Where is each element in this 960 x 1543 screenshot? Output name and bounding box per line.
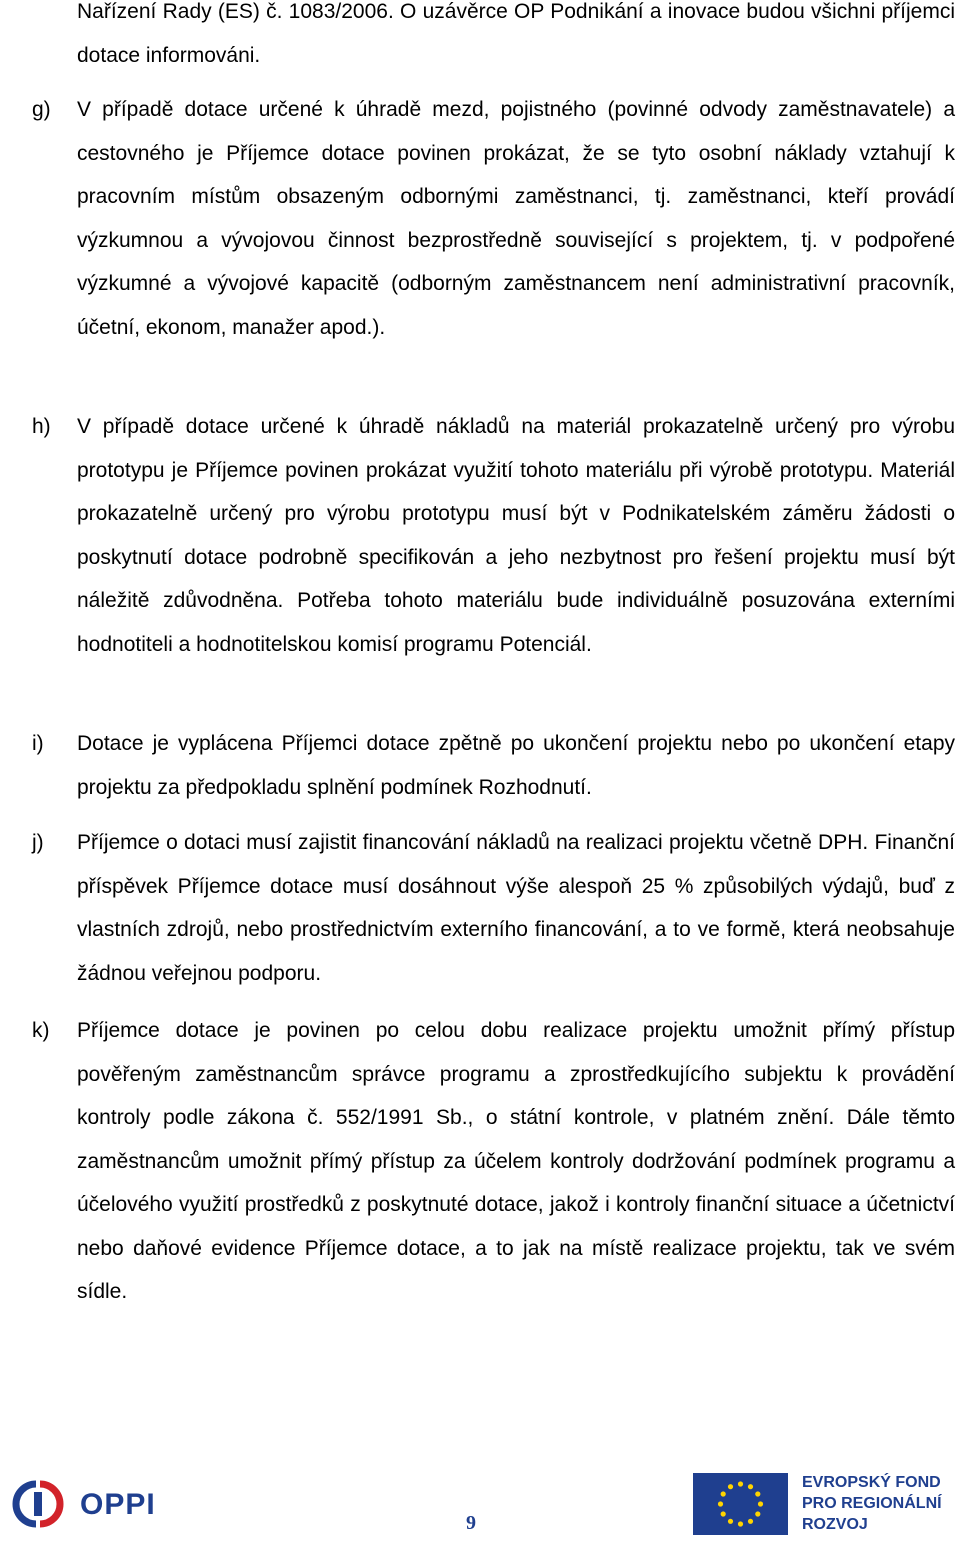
page-number: 9 bbox=[466, 1512, 476, 1534]
list-item-letter: g) bbox=[32, 98, 51, 121]
eu-fund-logo-text bbox=[802, 1472, 960, 1535]
list-item-letter: h) bbox=[32, 415, 51, 438]
list-item-letter: k) bbox=[32, 1019, 50, 1042]
continuation-paragraph: Nařízení Rady (ES) č. 1083/2006. O uzávěrce OP Podnikání a inovace budou všichni příjemci dotace informováni. bbox=[77, 0, 955, 67]
oppi-logo bbox=[10, 1478, 180, 1530]
list-item-j bbox=[32, 821, 955, 995]
oppi-emblem-icon bbox=[10, 1478, 66, 1530]
eu-fund-line-2: PRO REGIONÁLNÍ bbox=[802, 1495, 942, 1512]
page-footer bbox=[0, 1460, 960, 1543]
list-item-i bbox=[32, 722, 955, 809]
list-item-g bbox=[32, 88, 955, 349]
eu-flag-icon bbox=[693, 1473, 788, 1535]
list-item-text: Příjemce dotace je povinen po celou dobu realizace projektu umožnit přímý přístup pověřeným zaměstnancům správce programu a zprostředkujícího subjektu k provádění kontroly podle zákona č. 552/1991 Sb., o státní kontrole, v platném znění. Dále těmto zaměstnancům umožnit přímý přístup za účelem kontroly dodržování podmínek programu a účelového využití prostředků z poskytnuté dotace, jakož i kontroly finanční situace a účetnictví nebo daňové evidence Příjemce dotace, a to jak na místě realizace projektu, tak ve svém sídle. bbox=[77, 1019, 955, 1303]
eu-fund-line-3: ROZVOJ bbox=[802, 1516, 868, 1533]
list-item-text: Příjemce o dotaci musí zajistit financování nákladů na realizaci projektu včetně DPH. Finanční příspěvek Příjemce dotace musí dosáhnout výše alespoň 25 % způsobilých výdajů, buď z vlastních zdrojů, nebo prostřednictvím externího financování, a to ve formě, která neobsahuje žádnou veřejnou podporu. bbox=[77, 831, 955, 985]
list-item-h bbox=[32, 405, 955, 666]
eu-fund-line-1: EVROPSKÝ FOND bbox=[802, 1474, 941, 1491]
list-item-letter: i) bbox=[32, 732, 44, 755]
list-item-letter: j) bbox=[32, 831, 44, 854]
list-item-text: V případě dotace určené k úhradě nákladů na materiál prokazatelně určený pro výrobu prototypu je Příjemce povinen prokázat využití tohoto materiálu při výrobě prototypu. Materiál prokazatelně určený pro výrobu prototypu musí být v Podnikatelském záměru žádosti o poskytnutí dotace podrobně specifikován a jeho nezbytnost pro řešení projektu musí být náležitě zdůvodněna. Potřeba tohoto materiálu bude individuálně posuzována externími hodnotiteli a hodnotitelskou komisí programu Potenciál. bbox=[77, 415, 955, 656]
list-item-text: V případě dotace určené k úhradě mezd, pojistného (povinné odvody zaměstnavatele) a cestovného je Příjemce dotace povinen prokázat, že se tyto osobní náklady vztahují k pracovním místům obsazeným odbornými zaměstnanci, tj. zaměstnanci, kteří provádí výzkumnou a vývojovou činnost bezprostředně související s projektem, tj. v podpořené výzkumné a vývojové kapacitě (odborným zaměstnancem není administrativní pracovník, účetní, ekonom, manažer apod.). bbox=[77, 98, 955, 339]
list-item-k bbox=[32, 1009, 955, 1314]
oppi-logo-text: OPPI bbox=[80, 1488, 156, 1521]
list-item-text: Dotace je vyplácena Příjemci dotace zpětně po ukončení projektu nebo po ukončení etapy projektu za předpokladu splnění podmínek Rozhodnutí. bbox=[77, 732, 955, 799]
